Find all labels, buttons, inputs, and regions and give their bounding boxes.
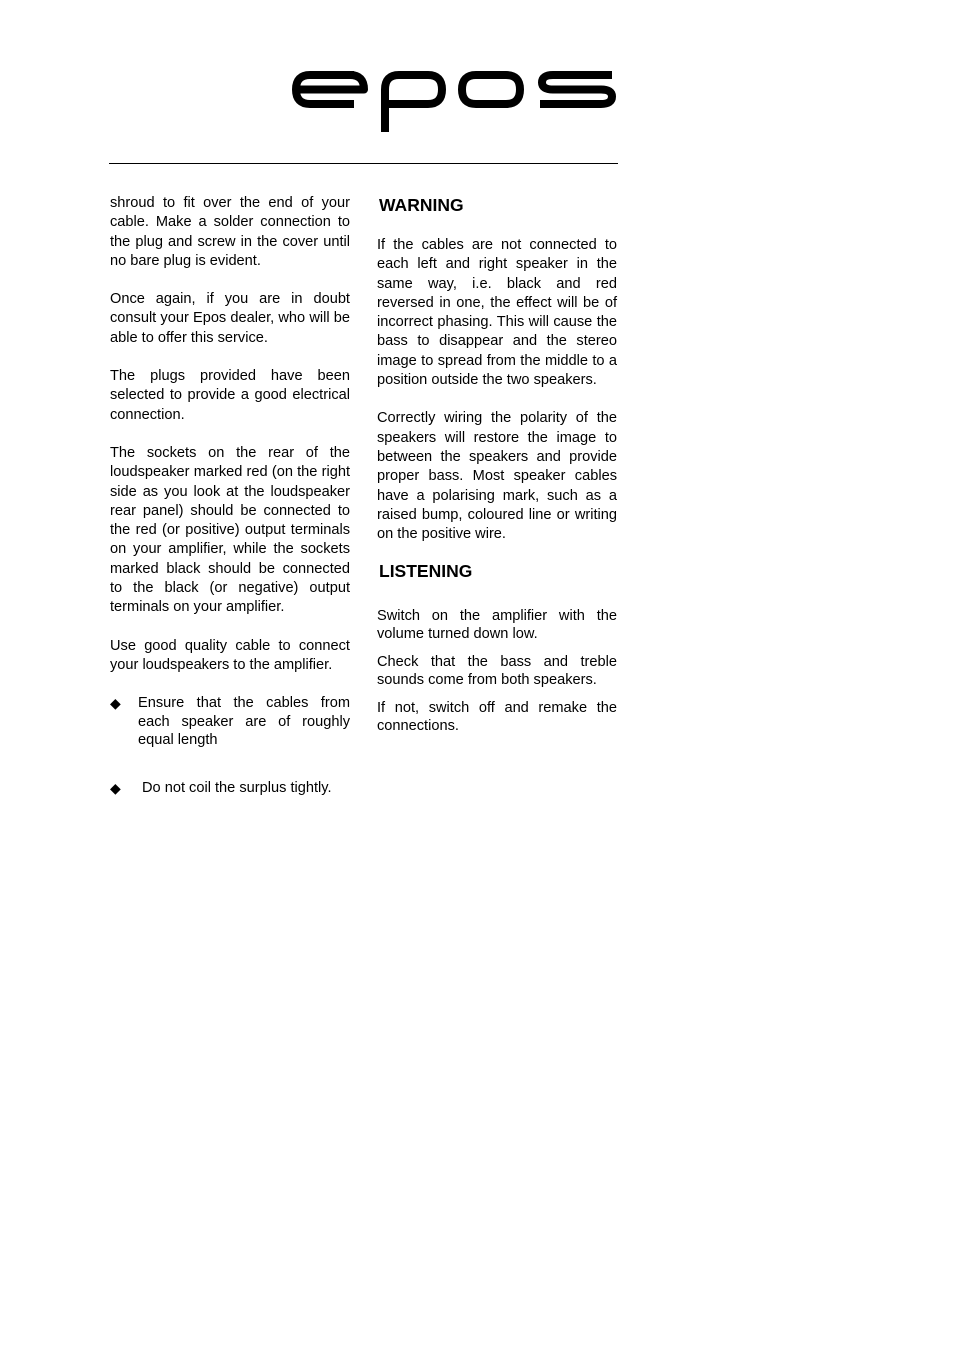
bullet-item-coil xyxy=(110,779,350,798)
header-rule xyxy=(109,163,618,164)
diamond-bullet-icon: ◆ xyxy=(110,695,121,712)
paragraph-cable: Use good quality cable to connect your loudspeakers to the amplifier. xyxy=(110,637,350,673)
paragraph-switch-on: Switch on the amplifier with the volume turned down low. xyxy=(377,608,617,643)
paragraph-sockets: The sockets on the rear of the loudspeaker marked red (on the right side as you look at the loudspeaker rear panel) should be connected to the red (or positive) output terminals on your amplifier, while the sockets marked black should be connected to the black (or negative) output terminals on your amplifier. xyxy=(110,444,350,616)
paragraph-shroud: shroud to fit over the end of your cable. Make a solder connection to the plug and screw in the cover until no bare plug is evident. xyxy=(110,195,350,269)
paragraph-warning-phasing: If the cables are not connected to each left and right speaker in the same way, i.e. black and red reversed in one, the effect will be of incorrect phasing. This will cause the bass to disappear and the stereo image to spread from the middle to a position outside the two speakers. xyxy=(377,237,617,389)
epos-logo-icon xyxy=(290,62,620,134)
paragraph-doubt: Once again, if you are in doubt consult your Epos dealer, who will be able to offer this service. xyxy=(110,291,350,346)
left-column xyxy=(110,194,350,797)
diamond-bullet-icon: ◆ xyxy=(110,779,121,796)
bullet-text: Do not coil the surplus tightly. xyxy=(142,779,332,796)
epos-logo xyxy=(290,62,620,134)
paragraph-warning-polarity: Correctly wiring the polarity of the speakers will restore the image to between the speakers and provide proper bass. Most speaker cables have a polarising mark, such as a raised bump, coloured line or writing on the positive wire. xyxy=(377,410,617,543)
paragraph-plugs: The plugs provided have been selected to provide a good electrical connection. xyxy=(110,368,350,423)
bullet-item-equal-length xyxy=(110,694,350,750)
listening-heading: LISTENING xyxy=(379,561,473,582)
right-column xyxy=(377,194,617,735)
bullet-text: Ensure that the cables from each speaker are of roughly equal length xyxy=(138,695,350,749)
warning-heading: WARNING xyxy=(379,195,464,215)
paragraph-remake: If not, switch off and remake the connections. xyxy=(377,700,617,735)
paragraph-check-bass: Check that the bass and treble sounds come from both speakers. xyxy=(377,654,617,689)
